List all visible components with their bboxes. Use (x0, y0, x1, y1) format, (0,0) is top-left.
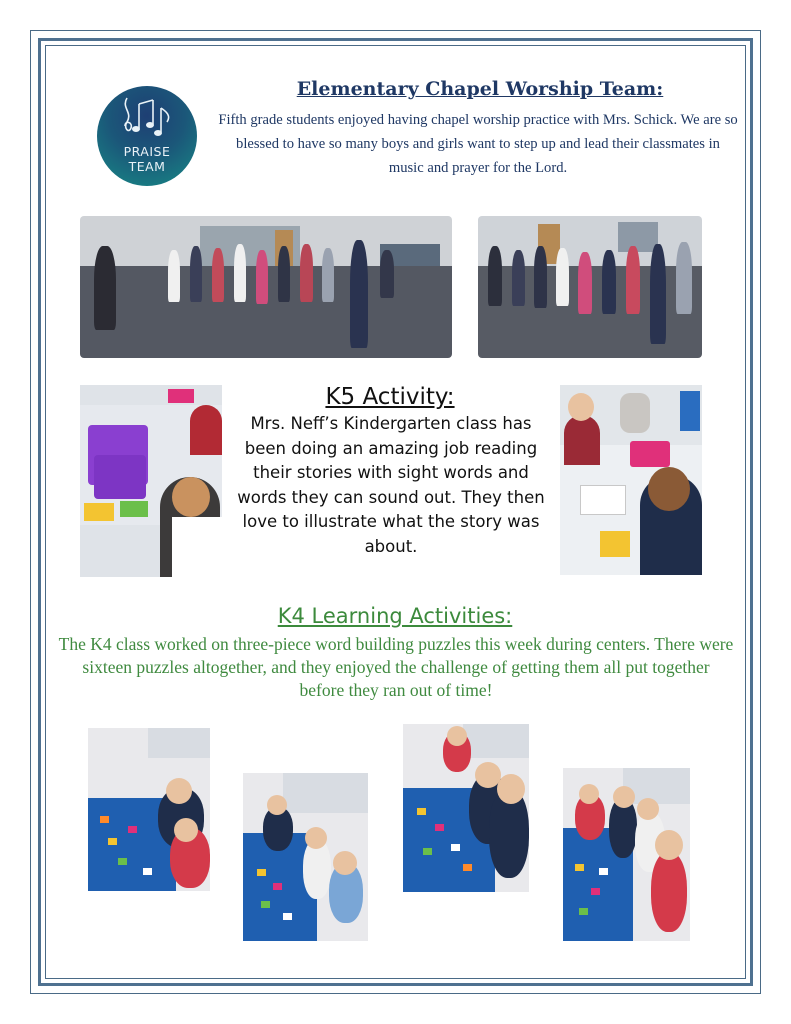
k4-photo-2 (243, 773, 368, 941)
chapel-body: Fifth grade students enjoyed having chapel worship practice with Mrs. Schick. We are so blessed to have so many boys and girls want to step up and lead their classmates in music and prayer for the Lord. (218, 112, 738, 176)
k4-photo-1 (88, 728, 210, 891)
k4-photo-3 (403, 724, 529, 892)
chapel-photo-left (80, 216, 452, 358)
chapel-title: Elementary Chapel Worship Team: (296, 78, 664, 100)
praise-team-logo (97, 86, 197, 186)
k5-photo-right (560, 385, 702, 575)
k4-body: The K4 class worked on three-piece word building puzzles this week during centers. There were sixteen puzzles altogether, and they enjoyed the challenge of getting them all put together before they ran out of time! (58, 634, 734, 700)
music-notes-icon (119, 94, 175, 144)
k5-body: Mrs. Neff’s Kindergarten class has been doing an amazing job reading their stories with sight words and words they can sound out. They then love to illustrate what the story was about. (237, 414, 545, 556)
chapel-photo-right (478, 216, 702, 358)
k5-title: K5 Activity: (325, 384, 455, 410)
k4-photo-4 (563, 768, 690, 941)
logo-line-1: PRAISE (123, 144, 171, 159)
k5-photo-left (80, 385, 222, 577)
k4-title: K4 Learning Activities: (277, 604, 513, 628)
logo-line-2: TEAM (128, 159, 166, 174)
